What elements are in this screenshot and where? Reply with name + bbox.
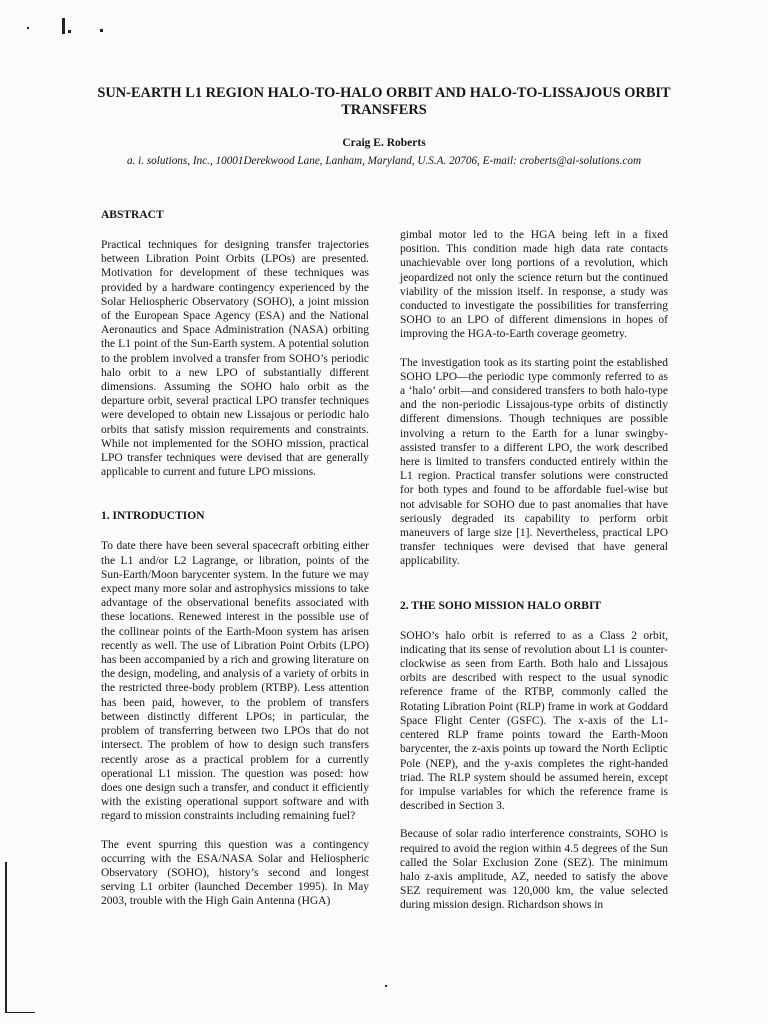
author-affiliation: a. i. solutions, Inc., 10001Derekwood Lane, Lanham, Maryland, U.S.A. 20706, E-mail: croberts@ai-solutions.com — [126, 155, 642, 167]
intro-paragraph: To date there have been several spacecraft orbiting either the L1 and/or L2 Lagrange, or libration, points of the Sun-Earth/Moon barycenter system. In the future we may expect many more solar and astrophysics missions to take advantage of the observational benefits associated with these locations. Renewed interest in the possible use of the collinear points of the Earth-Moon system has arisen recently as well. The use of Libration Point Orbits (LPO) has been accompanied by a rich and growing literature on the design, modeling, and analysis of a variety of orbits in the restricted three-body problem (RTBP). Less attention has been paid, however, to the problem of transfers between distinctly different LPOs; in particular, the problem of transferring between two LPOs that do not intersect. The problem of how to design such transfers recently arose as a practical problem for a currently operational L1 mission. The question was posed: how does one design such a transfer, and conduct it efficiently with the existing operational support software and with regard to mission constraints including remaining fuel? — [101, 540, 369, 823]
intro-paragraph: The investigation took as its starting point the established SOHO LPO—the periodic type commonly referred to as a ‘halo’ orbit—and considered transfers to both halo-type and the non-periodic Lissajous-type orbits of distinctly different dimensions. Though techniques are possible involving a return to the Earth for a lunar swingby-assisted transfer to a different LPO, the work described here is limited to transfers conducted entirely within the L1 region. Practical transfer solutions were constructed for both types and found to be affordable fuel-wise but not advisable for SOHO due to past anomalies that have seriously degraded its capability to perform orbit maneuvers of large size [1]. Nevertheless, practical LPO transfer techniques were devised that have general applicability. — [400, 356, 668, 568]
paper-title: SUN-EARTH L1 REGION HALO-TO-HALO ORBIT AND HALO-TO-LISSAJOUS ORBIT TRANSFERS — [97, 85, 671, 118]
section2-heading: 2. THE SOHO MISSION HALO ORBIT — [400, 599, 602, 612]
scan-margin-line — [5, 862, 7, 1012]
scan-speck — [62, 18, 65, 34]
abstract-text: Practical techniques for designing transfer trajectories between Libration Point Orbits (LPOs) are presented. Motivation for development of these techniques was provided by a hardware contingency experienced by the Solar Heliospheric Observatory (SOHO), a joint mission of the European Space Agency (ESA) and the National Aeronautics and Space Administration (NASA) orbiting the L1 point of the Sun-Earth system. A potential solution to the problem involved a transfer from SOHO’s periodic halo orbit to a new LPO of substantially different dimensions. Assuming the SOHO halo orbit as the departure orbit, several practical LPO transfer techniques were developed to obtain new Lissajous or periodic halo orbits that satisfy mission requirements and constraints. While not implemented for the SOHO mission, practical LPO transfer techniques were devised that are generally applicable to current and future LPO missions. — [101, 239, 369, 479]
right-column — [400, 228, 668, 913]
abstract-heading: ABSTRACT — [101, 209, 164, 221]
intro-paragraph: gimbal motor led to the HGA being left in a fixed position. This condition made high data rate contacts unachievable over long portions of a revolution, which jeopardized not only the science return but the continued viability of the mission itself. In response, a study was conducted to investigate the possibilities for transferring SOHO to an LPO of different dimensions in hopes of improving the HGA-to-Earth coverage geometry. — [400, 229, 668, 341]
intro-paragraph: The event spurring this question was a contingency occurring with the ESA/NASA Solar and Heliospheric Observatory (SOHO), history’s second and longest serving L1 orbiter (launched December 1995). In May 2003, trouble with the High Gain Antenna (HGA) — [101, 838, 369, 908]
scan-speck — [27, 27, 29, 29]
introduction-heading: 1. INTRODUCTION — [101, 510, 205, 523]
scan-speck — [68, 30, 71, 33]
scan-speck — [385, 985, 387, 987]
author-name: Craig E. Roberts — [342, 137, 426, 149]
section2-paragraph: Because of solar radio interference constraints, SOHO is required to avoid the region within 4.5 degrees of the Sun called the Solar Exclusion Zone (SEZ). The minimum halo z-axis amplitude, AZ, needed to satisfy the above SEZ requirement was 120,000 km, the value selected during mission design. Richardson shows in — [400, 828, 668, 912]
section2-paragraph: SOHO’s halo orbit is referred to as a Class 2 orbit, indicating that its sense of revolution about L1 is counter-clockwise as seen from Earth. Both halo and Lissajous orbits are described with respect to the usual synodic reference frame of the RTBP, commonly called the Rotating Libration Point (RLP) frame in work at Goddard Space Flight Center (GSFC). The x-axis of the L1-centered RLP frame points toward the Earth-Moon barycenter, the z-axis points up toward the North Ecliptic Pole (NEP), and the y-axis completes the right-handed triad. The RLP system should be assumed herein, except for impulse variables for which the reference frame is described in Section 3. — [400, 629, 668, 813]
scan-speck — [100, 29, 103, 32]
left-column — [101, 208, 369, 909]
scan-margin-line — [5, 1012, 35, 1013]
